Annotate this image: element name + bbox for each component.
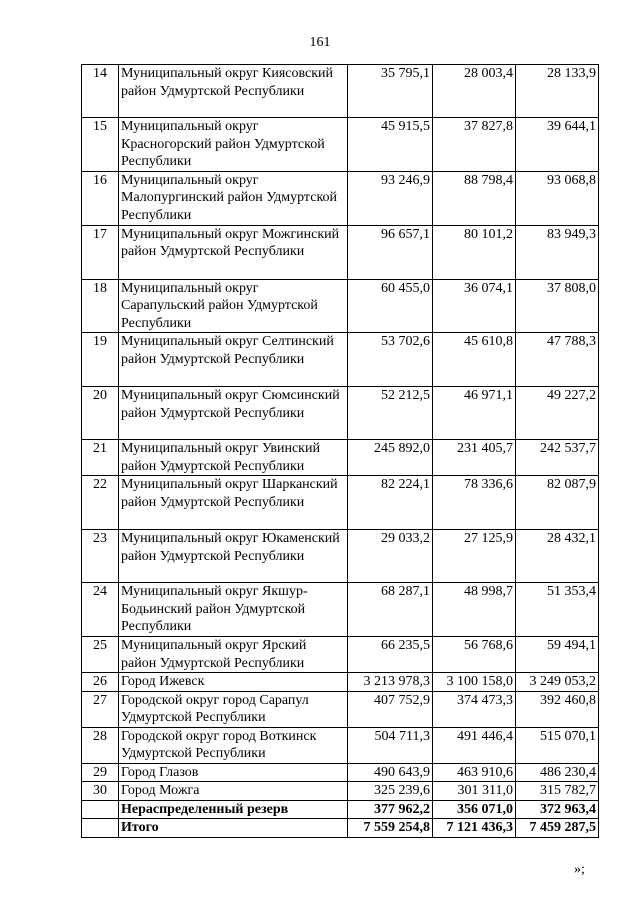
table-row (82, 225, 599, 279)
row-value-2: 28 003,4 (433, 65, 516, 118)
row-number: 23 (82, 530, 119, 583)
row-name: Муниципальный округ Селтинский район Удмуртской Республики (119, 333, 348, 387)
row-value-1: 504 711,3 (348, 727, 433, 763)
table-row (82, 530, 599, 583)
table-row (82, 440, 599, 476)
row-name: Муниципальный округ Юкаменский район Удмуртской Республики (119, 530, 348, 583)
row-value-1: 35 795,1 (348, 65, 433, 118)
row-value-3: 47 788,3 (516, 333, 599, 387)
row-value-3: 28 432,1 (516, 530, 599, 583)
row-number: 16 (82, 171, 119, 225)
row-value-2: 37 827,8 (433, 118, 516, 172)
row-value-1: 407 752,9 (348, 691, 433, 727)
table-row (82, 763, 599, 782)
row-name: Муниципальный округ Ярский район Удмуртской Республики (119, 637, 348, 673)
row-number: 15 (82, 118, 119, 172)
row-number: 20 (82, 387, 119, 440)
row-value-1: 377 962,2 (348, 800, 433, 819)
row-number: 25 (82, 637, 119, 673)
closing-mark: »; (574, 862, 585, 877)
row-value-2: 301 311,0 (433, 782, 516, 801)
table-row (82, 727, 599, 763)
row-name: Муниципальный округ Якшур-Бодьинский район Удмуртской Республики (119, 583, 348, 637)
row-value-1: 68 287,1 (348, 583, 433, 637)
row-value-2: 78 336,6 (433, 476, 516, 530)
row-value-1: 93 246,9 (348, 171, 433, 225)
row-name: Муниципальный округ Малопургинский район Удмуртской Республики (119, 171, 348, 225)
row-number: 19 (82, 333, 119, 387)
row-value-3: 3 249 053,2 (516, 673, 599, 692)
row-value-2: 27 125,9 (433, 530, 516, 583)
row-value-1: 325 239,6 (348, 782, 433, 801)
row-number: 17 (82, 225, 119, 279)
row-number: 24 (82, 583, 119, 637)
table-row (82, 782, 599, 801)
table-row (82, 279, 599, 333)
row-number: 22 (82, 476, 119, 530)
row-name: Нераспределенный резерв (119, 800, 348, 819)
row-name: Город Ижевск (119, 673, 348, 692)
row-value-2: 374 473,3 (433, 691, 516, 727)
row-value-2: 231 405,7 (433, 440, 516, 476)
table-row (82, 476, 599, 530)
row-value-1: 82 224,1 (348, 476, 433, 530)
row-value-3: 93 068,8 (516, 171, 599, 225)
row-value-1: 45 915,5 (348, 118, 433, 172)
row-value-2: 491 446,4 (433, 727, 516, 763)
row-value-1: 60 455,0 (348, 279, 433, 333)
row-value-3: 392 460,8 (516, 691, 599, 727)
row-name: Муниципальный округ Увинский район Удмуртской Республики (119, 440, 348, 476)
row-value-3: 486 230,4 (516, 763, 599, 782)
row-number: 18 (82, 279, 119, 333)
row-value-2: 80 101,2 (433, 225, 516, 279)
row-value-1: 7 559 254,8 (348, 819, 433, 838)
row-value-3: 37 808,0 (516, 279, 599, 333)
row-name: Город Можга (119, 782, 348, 801)
row-value-1: 52 212,5 (348, 387, 433, 440)
table-row (82, 819, 599, 838)
row-name: Муниципальный округ Сюмсинский район Удмуртской Республики (119, 387, 348, 440)
row-value-2: 56 768,6 (433, 637, 516, 673)
row-name: Муниципальный округ Красногорский район Удмуртской Республики (119, 118, 348, 172)
table-row (82, 583, 599, 637)
row-number: 28 (82, 727, 119, 763)
row-value-2: 88 798,4 (433, 171, 516, 225)
row-value-3: 83 949,3 (516, 225, 599, 279)
row-value-1: 490 643,9 (348, 763, 433, 782)
row-value-1: 66 235,5 (348, 637, 433, 673)
row-number (82, 819, 119, 838)
row-value-1: 53 702,6 (348, 333, 433, 387)
row-value-3: 39 644,1 (516, 118, 599, 172)
row-value-3: 82 087,9 (516, 476, 599, 530)
row-value-3: 515 070,1 (516, 727, 599, 763)
row-value-1: 3 213 978,3 (348, 673, 433, 692)
table-row (82, 333, 599, 387)
row-name: Городской округ город Сарапул Удмуртской Республики (119, 691, 348, 727)
table-row (82, 171, 599, 225)
row-number: 21 (82, 440, 119, 476)
table-row (82, 118, 599, 172)
row-value-3: 242 537,7 (516, 440, 599, 476)
row-name: Итого (119, 819, 348, 838)
page-number: 161 (309, 35, 331, 50)
row-value-2: 3 100 158,0 (433, 673, 516, 692)
row-value-2: 46 971,1 (433, 387, 516, 440)
row-value-3: 28 133,9 (516, 65, 599, 118)
row-value-2: 36 074,1 (433, 279, 516, 333)
row-value-1: 245 892,0 (348, 440, 433, 476)
row-name: Город Глазов (119, 763, 348, 782)
table-row (82, 637, 599, 673)
row-value-3: 315 782,7 (516, 782, 599, 801)
row-name: Муниципальный округ Можгинский район Удмуртской Республики (119, 225, 348, 279)
row-name: Городской округ город Воткинск Удмуртской Республики (119, 727, 348, 763)
row-value-3: 7 459 287,5 (516, 819, 599, 838)
row-name: Муниципальный округ Сарапульский район Удмуртской Республики (119, 279, 348, 333)
row-value-3: 59 494,1 (516, 637, 599, 673)
row-number: 29 (82, 763, 119, 782)
table-row (82, 800, 599, 819)
table-row (82, 387, 599, 440)
row-name: Муниципальный округ Киясовский район Удмуртской Республики (119, 65, 348, 118)
row-value-3: 49 227,2 (516, 387, 599, 440)
row-value-1: 96 657,1 (348, 225, 433, 279)
row-value-3: 372 963,4 (516, 800, 599, 819)
row-value-2: 463 910,6 (433, 763, 516, 782)
table-row (82, 673, 599, 692)
row-value-2: 45 610,8 (433, 333, 516, 387)
table-row (82, 691, 599, 727)
row-value-2: 48 998,7 (433, 583, 516, 637)
row-number: 26 (82, 673, 119, 692)
row-number (82, 800, 119, 819)
row-value-1: 29 033,2 (348, 530, 433, 583)
row-number: 14 (82, 65, 119, 118)
row-value-2: 7 121 436,3 (433, 819, 516, 838)
row-value-2: 356 071,0 (433, 800, 516, 819)
row-number: 30 (82, 782, 119, 801)
budget-table (81, 64, 599, 838)
budget-table-body (82, 65, 599, 838)
row-value-3: 51 353,4 (516, 583, 599, 637)
table-row (82, 65, 599, 118)
row-number: 27 (82, 691, 119, 727)
row-name: Муниципальный округ Шарканский район Удмуртской Республики (119, 476, 348, 530)
